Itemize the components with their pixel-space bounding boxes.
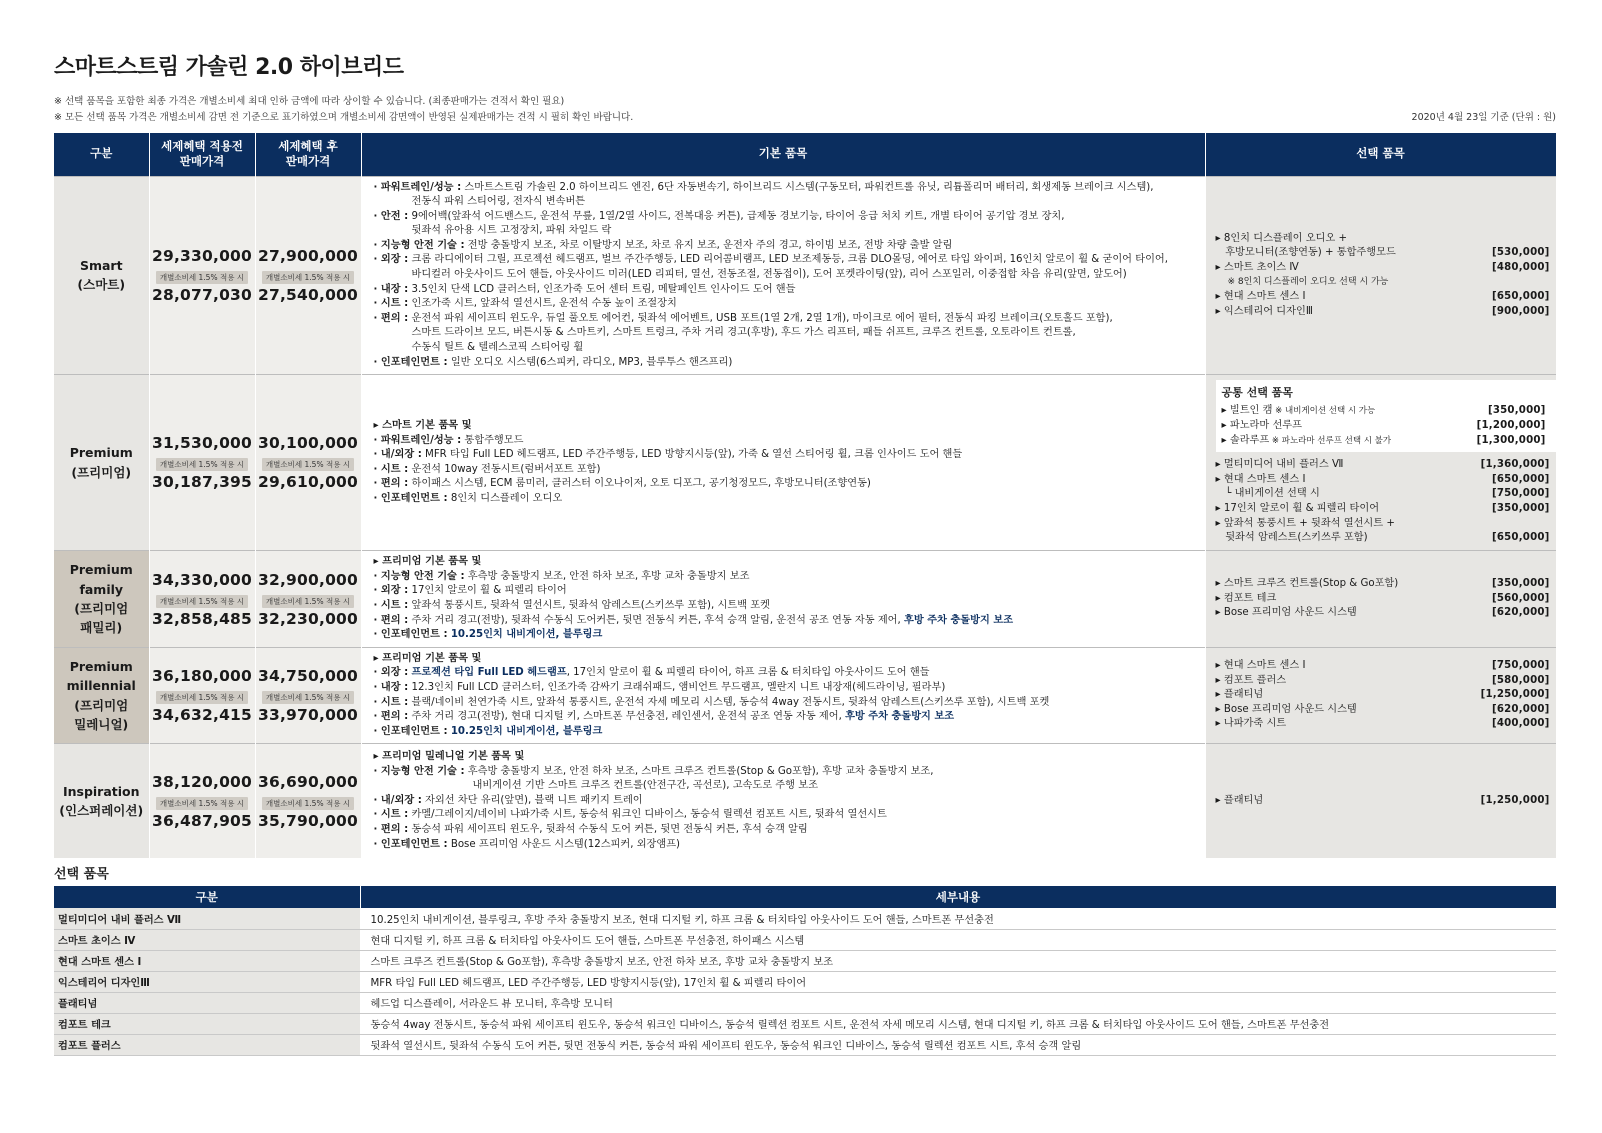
trim-name-line: Inspiration	[62, 783, 140, 799]
basic-item-heading: · 안전 :	[373, 210, 409, 222]
options-header-detail: 세부내용	[360, 886, 1556, 908]
basic-items	[361, 176, 1205, 375]
options-table-header	[54, 886, 1556, 908]
option-name: ▸ 파노라마 선루프	[1221, 419, 1302, 431]
basic-item-line	[374, 326, 1197, 341]
tax-tag: 개별소비세 1.5% 적용 시	[156, 458, 248, 471]
basic-item-text: 스마트 드라이브 모드, 버튼시동 & 스마트키, 스마트 트렁크, 주차 거리 경고(후방), 후드 가스 리프터, 패들 쉬프트, 크루즈 컨트롤, 오토라이트 컨트롤,	[411, 327, 1076, 339]
option-name: ▸ 스마트 크루즈 컨트롤(Stop & Go포함)	[1215, 578, 1399, 590]
trim-name	[54, 551, 149, 648]
tax-tag: 개별소비세 1.5% 적용 시	[262, 271, 354, 284]
basic-item-text: 동승석 파워 세이프티 윈도우, 뒷좌석 수동식 도어 커튼, 뒷면 전동식 커튼, 후석 승객 알림	[408, 823, 808, 835]
option-package-detail: 현대 디지털 키, 하프 크롬 & 터치타입 아웃사이드 도어 핸들, 스마트폰 무선충전, 하이패스 시스템	[360, 929, 1556, 950]
basic-item-line	[374, 750, 1197, 765]
option-package-detail: 스마트 크루즈 컨트롤(Stop & Go포함), 후측방 충돌방지 보조, 안전 하차 보조, 후방 교차 충돌방지 보조	[360, 950, 1556, 971]
basic-item-heading: · 내/외장 :	[373, 794, 422, 806]
basic-item-highlight: 후방 주차 충돌방지 보조	[845, 711, 955, 723]
basic-item-heading: · 외장 :	[373, 667, 409, 679]
basic-item-text: 전방 충돌방지 보조, 차로 이탈방지 보조, 차로 유지 보조, 운전자 주의 경고, 하이빔 보조, 전방 차량 출발 알림	[464, 239, 953, 251]
basic-item-heading: · 시트 :	[373, 809, 409, 821]
header-basic-items: 기본 품목	[361, 133, 1205, 176]
basic-items	[361, 647, 1205, 744]
option-item[interactable]	[1216, 502, 1550, 517]
date-unit-note: 2020년 4월 23일 기준 (단위 : 원)	[1411, 112, 1556, 123]
trim-name-line: millennial	[66, 678, 136, 694]
price-before-benefit	[149, 647, 255, 744]
basic-item-heading: · 외장 :	[373, 585, 409, 597]
option-price: [350,000]	[1491, 578, 1550, 590]
option-item[interactable]	[1216, 703, 1550, 718]
basic-item-text: 뒷좌석 유아용 시트 고정장치, 파워 차일드 락	[411, 225, 612, 237]
option-package-name: 멀티미디어 내비 플러스 Ⅶ	[54, 908, 360, 929]
trim-name	[54, 647, 149, 744]
basic-item-text: 후측방 충돌방지 보조, 안전 하차 보조, 후방 교차 충돌방지 보조	[464, 570, 750, 582]
option-name: ▸ 익스테리어 디자인Ⅲ	[1215, 305, 1313, 317]
basic-item-text: MFR 타입 Full LED 헤드램프, LED 주간주행등, LED 방향지시등(앞), 가죽 & 열선 스티어링 휠, 크롬 인사이드 도어 핸들	[421, 449, 963, 461]
basic-item-heading: ▸ 프리미엄 기본 품목 및	[373, 556, 482, 568]
common-option-item[interactable]	[1222, 404, 1546, 419]
header-optional-items: 선택 품목	[1205, 133, 1556, 176]
options-header-category: 구분	[54, 886, 360, 908]
basic-item-heading: · 편의 :	[373, 478, 409, 490]
basic-item-line	[374, 652, 1197, 667]
option-package-name: 컴포트 플러스	[54, 1034, 360, 1055]
basic-item-heading: · 시트 :	[373, 696, 409, 708]
option-price: [650,000]	[1491, 532, 1550, 544]
option-price: [350,000]	[1487, 405, 1546, 417]
option-item[interactable]	[1216, 688, 1550, 703]
price-before-benefit	[149, 744, 255, 858]
trim-name-line: Premium	[69, 562, 133, 578]
price-before-benefit	[149, 551, 255, 648]
option-item[interactable]	[1216, 674, 1550, 689]
options-table	[54, 886, 1557, 1056]
option-name: ▸ 현대 스마트 센스 Ⅰ	[1215, 473, 1306, 485]
option-price: [1,360,000]	[1480, 459, 1550, 471]
option-item[interactable]	[1216, 246, 1550, 261]
basic-item-line	[374, 779, 1197, 794]
option-detail-row	[54, 992, 1556, 1013]
trim-name-line: (인스퍼레이션)	[59, 803, 144, 819]
basic-item-highlight: 10.25인치 내비게이션, 블루링크	[450, 725, 603, 737]
price-value: 34,330,000	[151, 570, 253, 589]
basic-item-line	[374, 283, 1197, 298]
trim-price-table	[54, 133, 1557, 858]
optional-items	[1205, 176, 1556, 375]
option-item[interactable]	[1216, 232, 1550, 247]
basic-item-text: 자외선 차단 유리(앞면), 블랙 니트 패키지 트레이	[421, 794, 643, 806]
option-name: ▸ 플래티넘	[1215, 794, 1264, 806]
common-options-box	[1216, 380, 1556, 452]
basic-items	[361, 375, 1205, 551]
option-price: [400,000]	[1491, 718, 1550, 730]
option-item[interactable]	[1216, 473, 1550, 488]
option-price: [580,000]	[1491, 674, 1550, 686]
option-name: ▸ 컴포트 플러스	[1215, 674, 1287, 686]
basic-item-line	[374, 341, 1197, 356]
basic-item-heading: ▸ 프리미엄 밀레니얼 기본 품목 및	[373, 751, 525, 763]
optional-items	[1205, 647, 1556, 744]
basic-item-text: 통합주행모드	[461, 434, 524, 446]
trim-row	[54, 375, 1556, 551]
basic-item-text: 바디컬러 아웃사이드 도어 핸들, 아웃사이드 미러(LED 리피터, 열선, 전동조절, 전동접이), 도어 포켓라이팅(앞), 리어 스포일러, 이중접합 차음 유리(앞면, 앞도어)	[411, 269, 1127, 281]
basic-item-highlight: 후방 주차 충돌방지 보조	[904, 614, 1014, 626]
option-item[interactable]	[1216, 717, 1550, 732]
basic-item-heading: · 내장 :	[373, 681, 409, 693]
basic-item-line	[374, 555, 1197, 570]
basic-item-text: 운전석 파워 세이프티 윈도우, 듀얼 풀오토 에어컨, 뒷좌석 에어벤트, USB 포트(1열 2개, 2열 1개), 마이크로 에어 필터, 전동식 파킹 브레이크(오토홀드 포함),	[408, 312, 1113, 324]
basic-items	[361, 744, 1205, 858]
header-price-after: 세제혜택 후 판매가격	[255, 133, 361, 176]
price-after-benefit	[255, 647, 361, 744]
price-tax-value: 35,790,000	[257, 811, 359, 830]
price-tax-value: 30,187,395	[151, 473, 253, 492]
price-after-benefit	[255, 176, 361, 375]
basic-item-heading: · 지능형 안전 기술 :	[373, 239, 465, 251]
option-package-detail: 헤드업 디스플레이, 서라운드 뷰 모니터, 후측방 모니터	[360, 992, 1556, 1013]
option-name: ▸ Bose 프리미엄 사운드 시스템	[1215, 703, 1357, 715]
trim-name-line: 패밀리)	[80, 620, 123, 636]
option-package-detail: 뒷좌석 열선시트, 뒷좌석 수동식 도어 커튼, 뒷면 전동식 커튼, 동승석 파워 세이프티 윈도우, 동승석 워크인 디바이스, 동승석 릴렉션 컴포트 시트, 후석 승객 알림	[360, 1034, 1556, 1055]
trim-name	[54, 744, 149, 858]
basic-item-text: Bose 프리미엄 사운드 시스템(12스피커, 외장앰프)	[447, 838, 681, 850]
basic-item-heading: · 시트 :	[373, 463, 409, 475]
price-tax-value: 28,077,030	[151, 285, 253, 304]
basic-item-line	[374, 838, 1197, 853]
basic-item-line	[374, 710, 1197, 725]
option-price: [620,000]	[1491, 703, 1550, 715]
option-package-name: 현대 스마트 센스 Ⅰ	[54, 950, 360, 971]
basic-item-line	[374, 666, 1197, 681]
trim-row	[54, 551, 1556, 648]
basic-item-text: 후측방 충돌방지 보조, 안전 하차 보조, 스마트 크루즈 컨트롤(Stop & Go포함), 후방 교차 충돌방지 보조,	[464, 765, 934, 777]
option-name: ▸ 현대 스마트 센스 Ⅰ	[1215, 660, 1306, 672]
tax-tag: 개별소비세 1.5% 적용 시	[262, 595, 354, 608]
trim-name-line: (프리미엄	[74, 601, 129, 616]
trim-name-line: Premium	[69, 658, 133, 674]
option-name: ▸ 현대 스마트 센스 Ⅰ	[1215, 290, 1306, 302]
option-name: ▸ 8인치 디스플레이 오디오 +	[1215, 232, 1347, 244]
basic-item-text: 크롬 라디에이터 그릴, 프로젝션 헤드램프, 벌브 주간주행등, LED 리어콤비램프, LED 보조제동등, 크롬 DLO몰딩, 에어로 타입 와이퍼, 16인치 알로이 휠 & 굳이어 타이어,	[408, 254, 1169, 266]
option-package-name: 플래티넘	[54, 992, 360, 1013]
trim-table-header	[54, 133, 1556, 176]
price-value: 29,330,000	[151, 246, 253, 265]
price-note-1: ※ 선택 품목을 포함한 최종 가격은 개별소비세 최대 인하 금액에 따라 상이할 수 있습니다. (최종판매가는 견적서 확인 필요)	[54, 96, 565, 107]
basic-item-highlight: 10.25인치 내비게이션, 블루링크	[450, 629, 603, 641]
option-name: ▸ 앞좌석 통풍시트 + 뒷좌석 열선시트 +	[1215, 517, 1395, 529]
basic-item-line	[374, 434, 1197, 449]
header-category: 구분	[54, 133, 149, 176]
basic-item-text: 주차 거리 경고(전방), 뒷좌석 수동식 도어커튼, 뒷면 전동식 커튼, 후석 승객 알림, 운전석 공조 연동 자동 제어,	[408, 614, 904, 626]
basic-item-line	[374, 794, 1197, 809]
option-detail-row	[54, 908, 1556, 929]
option-name: ▸ 나파가죽 시트	[1215, 718, 1287, 730]
basic-items	[361, 551, 1205, 648]
trim-name-line: 밀레니얼)	[74, 716, 129, 732]
tax-tag: 개별소비세 1.5% 적용 시	[262, 797, 354, 810]
option-detail-row	[54, 929, 1556, 950]
basic-item-line	[374, 210, 1197, 225]
basic-item-heading: · 편의 :	[373, 711, 409, 723]
basic-item-line	[374, 419, 1197, 434]
option-package-name: 컴포트 테크	[54, 1013, 360, 1034]
option-price: [1,250,000]	[1480, 794, 1550, 806]
basic-item-line	[374, 628, 1197, 643]
option-item[interactable]	[1216, 577, 1550, 592]
option-package-name: 익스테리어 디자인Ⅲ	[54, 971, 360, 992]
basic-item-text: 전동식 파워 스티어링, 전자식 변속버튼	[411, 196, 586, 208]
option-name: ▸ 컴포트 테크	[1215, 592, 1277, 604]
option-price: [1,300,000]	[1476, 434, 1546, 446]
option-detail-row	[54, 971, 1556, 992]
basic-item-text: 인조가죽 시트, 앞좌석 열선시트, 운전석 수동 높이 조절장치	[408, 298, 677, 310]
price-after-benefit	[255, 375, 361, 551]
basic-item-line	[374, 312, 1197, 327]
basic-item-heading: · 시트 :	[373, 298, 409, 310]
option-item[interactable]	[1216, 305, 1550, 320]
basic-item-heading: ▸ 프리미엄 기본 품목 및	[373, 652, 482, 664]
basic-item-heading: · 인포테인먼트 :	[373, 492, 448, 504]
price-after-benefit	[255, 551, 361, 648]
option-subnote: ※ 파노라마 선루프 선택 시 불가	[1269, 435, 1392, 446]
basic-item-text: 8인치 디스플레이 오디오	[447, 492, 563, 504]
basic-item-text: 앞좌석 통풍시트, 뒷좌석 열선시트, 뒷좌석 암레스트(스키쓰루 포함), 시트백 포켓	[408, 600, 770, 611]
basic-item-line	[374, 599, 1197, 614]
basic-item-heading: · 편의 :	[373, 614, 409, 626]
price-tax-value: 27,540,000	[257, 285, 359, 304]
optional-items	[1205, 744, 1556, 858]
basic-item-line	[374, 195, 1197, 210]
basic-item-text: 블랙/네이비 천연가죽 시트, 앞좌석 통풍시트, 운전석 자세 메모리 시스템, 동승석 4way 전동시트, 뒷좌석 암레스트(스키쓰루 포함), 시트백 포켓	[408, 696, 1050, 708]
option-label	[1222, 434, 1392, 449]
header-price-before: 세제혜택 적용전 판매가격	[149, 133, 255, 176]
price-before-benefit	[149, 176, 255, 375]
basic-item-line	[374, 725, 1197, 740]
option-item[interactable]	[1216, 592, 1550, 607]
price-tax-value: 29,610,000	[257, 473, 359, 492]
basic-item-line	[374, 570, 1197, 585]
option-detail-row	[54, 950, 1556, 971]
basic-item-text: 운전석 10way 전동시트(럼버서포트 포함)	[408, 463, 601, 475]
price-value: 34,750,000	[257, 667, 359, 686]
option-price: [350,000]	[1491, 502, 1550, 514]
basic-item-line	[374, 463, 1197, 478]
price-value: 31,530,000	[151, 434, 253, 453]
option-price: [1,200,000]	[1476, 419, 1546, 431]
basic-item-heading: · 외장 :	[373, 254, 409, 266]
option-price: [650,000]	[1491, 290, 1550, 302]
basic-item-text: 하이패스 시스템, ECM 룸미러, 클러스터 이오나이저, 오토 디포그, 공기청정모드, 후방모니터(조향연동)	[408, 478, 871, 490]
basic-item-line	[374, 448, 1197, 463]
option-item[interactable]	[1216, 290, 1550, 305]
option-detail-row	[54, 1034, 1556, 1055]
basic-item-text: 내비게이션 기반 스마트 크루즈 컨트롤(안전구간, 곡선로), 고속도로 주행 보조	[472, 780, 818, 792]
trim-name-line: family	[79, 581, 124, 597]
option-price: [650,000]	[1491, 473, 1550, 485]
common-option-item[interactable]	[1222, 434, 1546, 449]
basic-item-heading: · 파워트레인/성능 :	[373, 434, 462, 446]
price-value: 36,180,000	[151, 667, 253, 686]
trim-name-line: (스마트)	[77, 277, 126, 293]
price-tax-value: 33,970,000	[257, 706, 359, 725]
basic-item-heading: · 인포테인먼트 :	[373, 838, 448, 850]
common-options-title: 공통 선택 품목	[1221, 385, 1293, 399]
option-name: ▸ Bose 프리미엄 사운드 시스템	[1215, 607, 1357, 619]
option-item[interactable]	[1216, 659, 1550, 674]
basic-item-text: 12.3인치 Full LCD 클러스터, 인조가죽 감싸기 크래쉬패드, 앰비언트 무드램프, 멜란지 니트 내장재(헤드라이닝, 필라부)	[408, 681, 946, 693]
trim-row	[54, 744, 1556, 858]
basic-item-heading: ▸ 스마트 기본 품목 및	[373, 419, 472, 431]
basic-item-line	[374, 823, 1197, 838]
option-item[interactable]	[1216, 794, 1550, 809]
tax-tag: 개별소비세 1.5% 적용 시	[156, 691, 248, 704]
option-item[interactable]	[1216, 261, 1550, 276]
option-name: ▸ 멀티미디어 내비 플러스 Ⅶ	[1215, 459, 1344, 471]
option-name: 뒷좌석 암레스트(스키쓰루 포함)	[1215, 532, 1368, 544]
basic-item-line	[374, 696, 1197, 711]
basic-item-line	[374, 681, 1197, 696]
option-price: [900,000]	[1491, 305, 1550, 317]
option-price: [750,000]	[1491, 660, 1550, 672]
option-package-detail: 동승석 4way 전동시트, 동승석 파워 세이프티 윈도우, 동승석 워크인 디바이스, 동승석 릴렉션 컴포트 시트, 운전석 자세 메모리 시스템, 현대 디지털 키, 하프 크롬 & 터치타입 아웃사이드 도어 핸들, 스마트폰 무선충전	[360, 1013, 1556, 1034]
basic-item-heading: · 시트 :	[373, 600, 409, 611]
option-package-name: 스마트 초이스 Ⅳ	[54, 929, 360, 950]
basic-item-text: , 17인치 알로이 휠 & 피렐리 타이어, 하프 크롬 & 터치타입 아웃사이드 도어 핸들	[566, 667, 930, 679]
basic-item-heading: · 파워트레인/성능 :	[373, 181, 462, 193]
option-label	[1222, 404, 1376, 419]
basic-item-line	[374, 253, 1197, 268]
basic-item-heading: · 인포테인먼트 :	[373, 356, 448, 368]
basic-item-line	[374, 492, 1197, 507]
basic-item-line	[374, 477, 1197, 492]
tax-tag: 개별소비세 1.5% 적용 시	[156, 595, 248, 608]
trim-row	[54, 176, 1556, 375]
options-section-title: 선택 품목	[54, 867, 109, 882]
option-item[interactable]	[1216, 531, 1550, 546]
option-price: [480,000]	[1491, 261, 1550, 273]
option-price: [620,000]	[1491, 607, 1550, 619]
basic-item-heading: · 내/외장 :	[373, 449, 422, 461]
option-item[interactable]	[1216, 487, 1550, 502]
basic-item-line	[374, 181, 1197, 196]
basic-item-text: 3.5인치 단색 LCD 클러스터, 인조가죽 도어 센터 트림, 메탈페인트 인사이드 도어 핸들	[408, 283, 796, 295]
price-value: 38,120,000	[151, 772, 253, 791]
option-item[interactable]	[1216, 458, 1550, 473]
basic-item-text: 9에어백(앞좌석 어드밴스드, 운전석 무릎, 1열/2열 사이드, 전복대응 커튼), 급제동 경보기능, 타이어 응급 처치 키트, 개별 타이어 공기압 경보 장치,	[408, 210, 1065, 222]
basic-item-text: 스마트스트림 가솔린 2.0 하이브리드 엔진, 6단 자동변속기, 하이브리드 시스템(구동모터, 파워컨트롤 유닛, 리튬폴리머 배터리, 회생제동 브레이크 시스템),	[461, 181, 1154, 193]
trim-row	[54, 647, 1556, 744]
basic-item-text: 주차 거리 경고(전방), 현대 디지털 키, 스마트폰 무선충전, 레인센서, 운전석 공조 연동 자동 제어,	[408, 711, 846, 723]
trim-name-line: (프리미엄	[74, 697, 129, 713]
basic-item-heading: · 인포테인먼트 :	[373, 725, 448, 737]
price-tax-value: 32,230,000	[257, 609, 359, 628]
trim-name-line: Premium	[69, 445, 133, 461]
price-tax-value: 34,632,415	[151, 706, 253, 725]
basic-item-text: 일반 오디오 시스템(6스피커, 라디오, MP3, 블루투스 핸즈프리)	[447, 356, 733, 368]
trim-name	[54, 375, 149, 551]
option-note: ※ 8인치 디스플레이 오디오 선택 시 가능	[1227, 277, 1389, 288]
basic-item-line	[374, 808, 1197, 823]
tax-tag: 개별소비세 1.5% 적용 시	[156, 271, 248, 284]
basic-item-line	[374, 239, 1197, 254]
option-name: ▸ 빌트인 캠	[1221, 405, 1273, 417]
basic-item-text: 17인치 알로이 휠 & 피렐리 타이어	[408, 585, 567, 597]
option-name: └ 내비게이션 선택 시	[1215, 488, 1320, 500]
option-item[interactable]	[1216, 606, 1550, 621]
trim-name-line: (프리미엄)	[71, 464, 132, 480]
basic-item-heading: · 편의 :	[373, 823, 409, 835]
trim-name-line: Smart	[79, 257, 123, 273]
optional-items	[1205, 375, 1556, 551]
basic-item-text: 수동식 틸트 & 텔레스코픽 스티어링 휠	[411, 342, 584, 354]
basic-item-heading: · 내장 :	[373, 283, 409, 295]
option-price: [560,000]	[1491, 592, 1550, 604]
price-tax-value: 32,858,485	[151, 609, 253, 628]
basic-item-line	[374, 224, 1197, 239]
basic-item-line	[374, 614, 1197, 629]
option-name: ▸ 17인치 알로이 휠 & 피렐리 타이어	[1215, 502, 1380, 514]
price-value: 30,100,000	[257, 434, 359, 453]
option-package-detail: MFR 타입 Full LED 헤드램프, LED 주간주행등, LED 방향지시등(앞), 17인치 휠 & 피렐리 타이어	[360, 971, 1556, 992]
option-name: ▸ 플래티넘	[1215, 689, 1264, 701]
option-price: [1,250,000]	[1480, 689, 1550, 701]
basic-item-heading: · 지능형 안전 기술 :	[373, 570, 465, 582]
basic-item-line	[374, 356, 1197, 371]
basic-item-highlight: 프로젝션 타입 Full LED 헤드램프	[411, 667, 567, 679]
optional-items	[1205, 551, 1556, 648]
price-note-2: ※ 모든 선택 품목 가격은 개별소비세 감면 전 기준으로 표기하였으며 개별소비세 감면액이 반영된 실제판매가는 견적 시 필히 확인 바랍니다.	[54, 112, 634, 123]
option-price: [750,000]	[1491, 488, 1550, 500]
price-value: 27,900,000	[257, 246, 359, 265]
option-name: ▸ 솔라루프	[1221, 434, 1270, 446]
option-name: 후방모니터(조향연동) + 통합주행모드	[1215, 247, 1396, 259]
basic-item-line	[374, 268, 1197, 283]
option-detail-row	[54, 1013, 1556, 1034]
basic-item-heading: · 지능형 안전 기술 :	[373, 765, 465, 777]
price-before-benefit	[149, 375, 255, 551]
basic-item-heading: · 편의 :	[373, 312, 409, 324]
common-option-item[interactable]	[1222, 419, 1546, 434]
price-after-benefit	[255, 744, 361, 858]
option-price: [530,000]	[1491, 247, 1550, 259]
tax-tag: 개별소비세 1.5% 적용 시	[262, 458, 354, 471]
basic-item-line	[374, 297, 1197, 312]
basic-item-line	[374, 584, 1197, 599]
price-value: 36,690,000	[257, 772, 359, 791]
trim-name	[54, 176, 149, 375]
option-name: ▸ 스마트 초이스 Ⅳ	[1215, 261, 1299, 273]
price-tax-value: 36,487,905	[151, 811, 253, 830]
basic-item-heading: · 인포테인먼트 :	[373, 629, 448, 641]
tax-tag: 개별소비세 1.5% 적용 시	[262, 691, 354, 704]
option-package-detail: 10.25인치 내비게이션, 블루링크, 후방 주차 충돌방지 보조, 현대 디지털 키, 하프 크롬 & 터치타입 아웃사이드 도어 핸들, 스마트폰 무선충전	[360, 908, 1556, 929]
option-label	[1222, 419, 1302, 434]
option-subnote: ※ 내비게이션 선택 시 가능	[1272, 406, 1376, 417]
tax-tag: 개별소비세 1.5% 적용 시	[156, 797, 248, 810]
basic-item-line	[374, 765, 1197, 780]
option-item[interactable]	[1216, 517, 1550, 532]
price-value: 32,900,000	[257, 570, 359, 589]
basic-item-text: 카멜/그레이지/네이비 나파가죽 시트, 동승석 워크인 디바이스, 동승석 릴렉션 컴포트 시트, 뒷좌석 열선시트	[408, 809, 887, 821]
page-title: 스마트스트림 가솔린 2.0 하이브리드	[54, 55, 404, 80]
